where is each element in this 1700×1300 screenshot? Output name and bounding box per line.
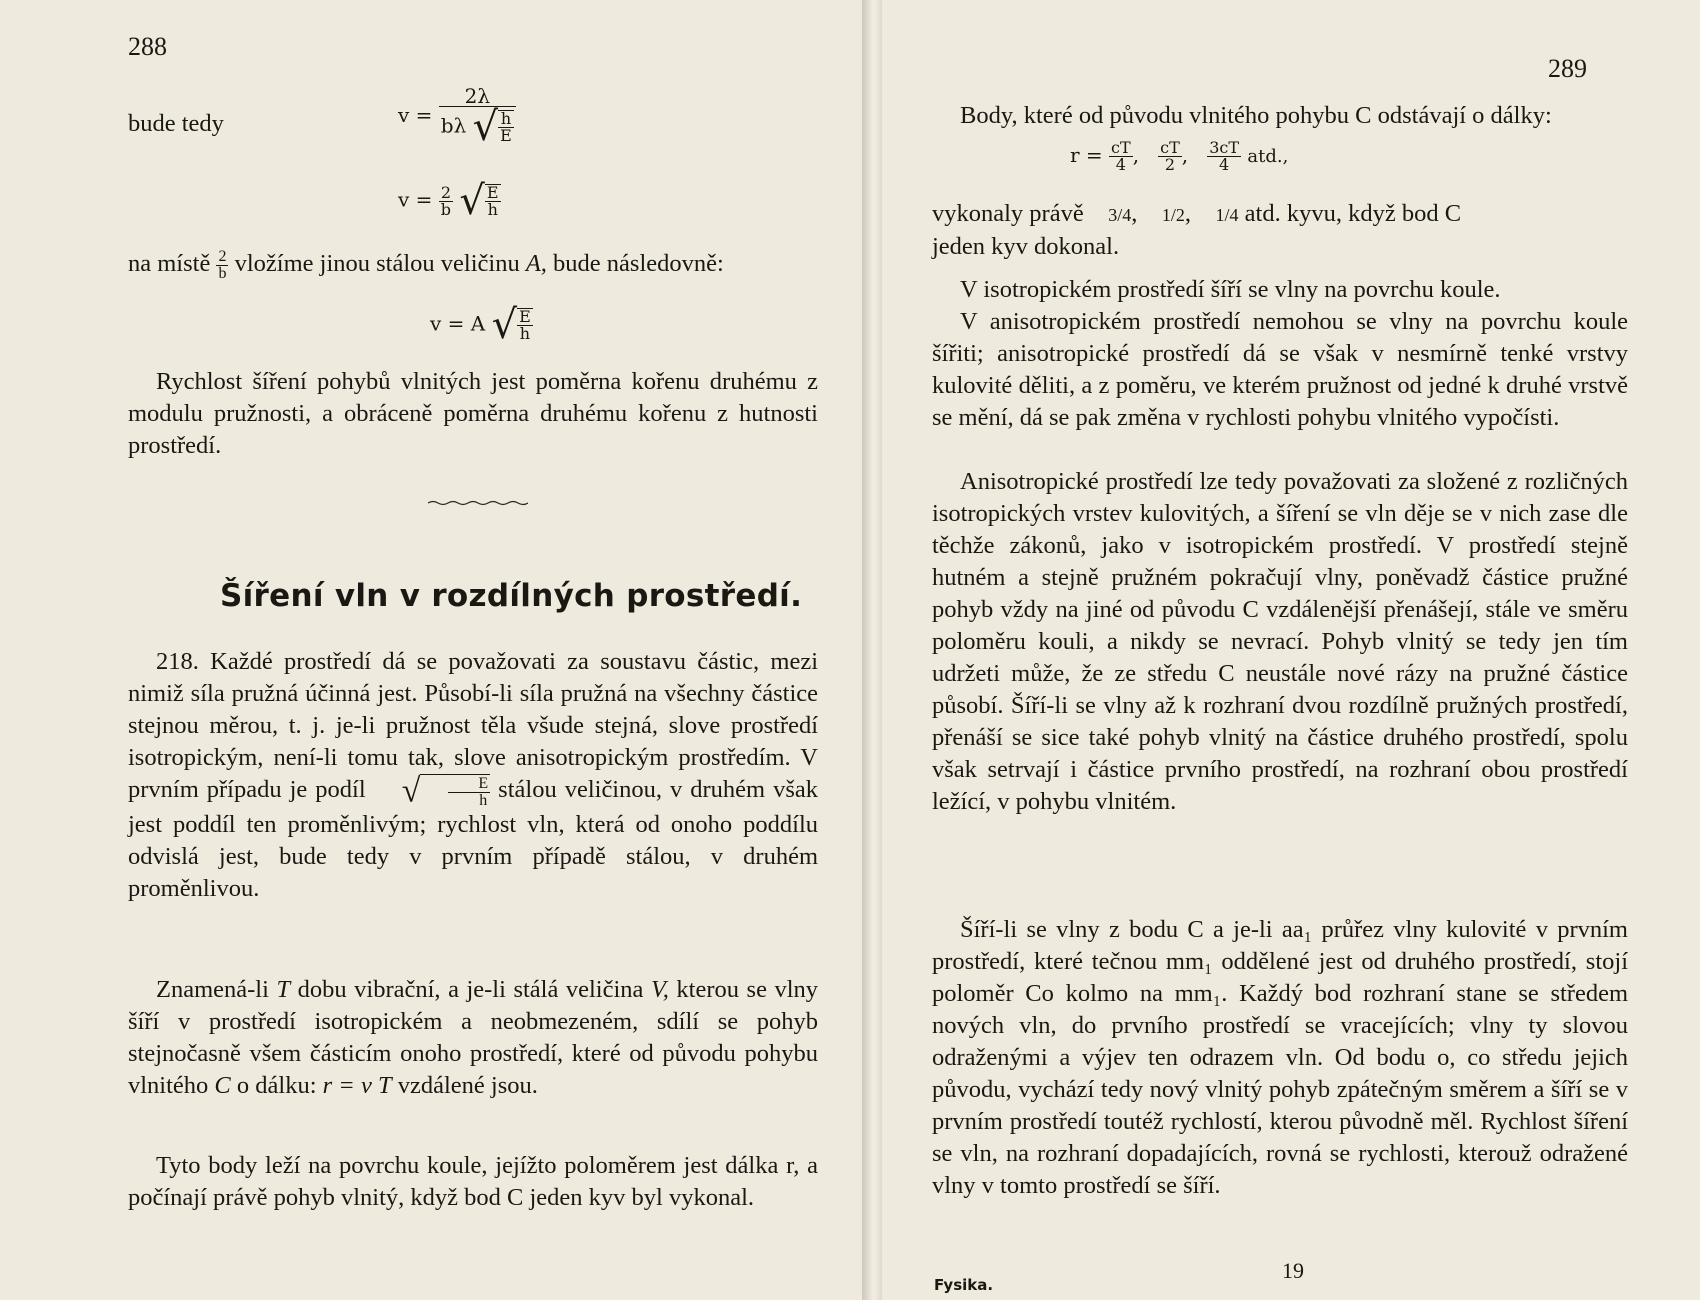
eq-r-f2n: cT [1160,138,1180,157]
eq3-inner-frac [517,309,533,342]
eq1-denominator [439,104,516,150]
na-miste-line [128,248,818,282]
eq2-fraction [439,182,453,219]
paragraph-znamena [128,974,818,1102]
eq2-den: b [440,199,452,219]
eq-r-f1d: 4 [1115,155,1126,174]
na-miste-end: bude následovně: [553,250,724,277]
eq3-sqrt-body [517,308,533,342]
eq1-sqrt-body [498,110,514,144]
na-miste-pre: na místě [128,250,211,277]
equation-2 [398,178,501,224]
paragraph-anisotropic-2: Anisotropické prostředí lze tedy považovati za složené z rozličných isotropických vrstev kulovitých, a šíření se vln děje se v nich zase dle těchže zákonů, jako v isotropickém prostředí. V prostředí stejně hutném a stejně pružném pokračují vlny, poněvadž částice pružné pohyb vždy na jiné od původu C vzdálenější přenášejí, stále ve směru poloměru kouli, a nikdy se nevrací. Pohyb vlnitý se tedy jen tím udržeti může, že ze středu C neustále nové rázy na pružné částice působí. Šíří-li se vlny až k rozhraní dvou rozdílně pružných prostředí, přenáší se sice také pohyb vlnitý na částice druhého prostředí, spolu však setrvají i částice prvního prostředí, na rozhraní obou prostředí ležící, v pohybu vlnitém. [932,468,1628,815]
paragraph-siri: Šíří-li se vlny z bodu C a je-li aa₁ průřez vlny kulovité v prvním prostředí, které tečnou mm₁ oddělené jest od druhého prostředí, stojí poloměr Co kolmo na mm₁. Každý bod rozhraní stane se středem nových vln, do prvního prostředí se vracejících; vlny ty slovou odraženými a výjev ten odrazem vln. Od bodu o, co středu jejich původu, vychází tedy nový vlnitý pohyb zpátečným směrem a šíří se v prvním prostředí toutéž rychlostí, kterou původně měl. Rychlost šíření se vln, na rozhraní dopadajících, rovná se rychlosti, kterouž odražené vlny v tomto prostředí se šíří. [932,916,1628,1199]
decorative-wavy-rule [428,500,528,506]
eq-r-frac-2 [1158,140,1182,173]
znamena-b: dobu vibrační, a je-li stálá veličina [297,976,644,1003]
znamena-eq: r = v T [322,1072,392,1099]
para218-sqrt [374,774,490,809]
znamena-d: o dálku: [236,1072,317,1099]
znamena-c: kterou se vlny šíří v prostředí isotropickém a neobmezeném, sdílí se pohyb stejnočasně všem částicím onoho prostředí, které od původu pohybu vlnitého [128,976,819,1099]
eq-r-f1n: cT [1111,138,1131,157]
paragraph-anisotropic: V anisotropickém prostředí nemohou se vlny na povrchu koule šířiti; anisotropické prostředí dá se však v nesmírně tenké vrstvy kulovité děliti, a z poměru, ve kterém pružnost od jedné k druhé vrstvě se mění, dá se pak změna v rychlosti pohybu vlnitého vypočísti. [932,308,1628,431]
eq2-inner-frac [485,185,501,218]
vykonaly-frac-2: 1/2 [1161,205,1185,225]
bude-tedy-text: bude tedy [128,110,224,137]
para218-text-b: stálou veličinou, v druhém však jest poddíl ten proměnlivým; rychlost vln, která od onoho poddílu odvislá jest, bude tedy v prvním případě stálou, v druhém proměnlivou. [128,776,819,902]
para218-frac [448,776,490,809]
eq-r-f3d: 4 [1219,155,1230,174]
eq1-fraction [439,84,516,150]
signature-number: 19 [1282,1258,1304,1283]
eq1-den-pre: bλ [440,113,467,138]
radical-sign: √ [491,302,518,348]
radical-sign: √ [459,178,485,224]
eq-r-atd: atd., [1247,146,1289,167]
eq1-sqrt [472,104,514,150]
page-number-left: 288 [128,32,167,61]
na-miste-frac-den: b [218,264,227,282]
line-vykonaly: vykonaly právě 3/4, 1/2, 1/4 atd. kyvu, když bod C jeden kyv dokonal. [932,200,1462,260]
right-page [882,0,1700,1300]
vykonaly-b: atd. kyvu, když bod C [1244,200,1462,227]
znamena-e: vzdálené jsou. [397,1072,538,1099]
znamena-C: C [214,1072,231,1099]
vykonaly-frac-3: 1/4 [1215,205,1239,225]
na-miste-A: A, [525,250,547,277]
vykonaly-frac-1: 3/4 [1108,205,1132,225]
eq2-inner-den: h [487,200,498,219]
line-body: Body, které od původu vlnitého pohybu C odstávají o dálky: [960,102,1552,129]
znamena-V: V, [650,976,669,1003]
znamena-a: Znamená-li [156,976,269,1003]
eq1-inner-frac [498,111,514,144]
eq1-inner-num: h [498,111,514,128]
eq2-sqrt [459,178,500,224]
eq1-numerator: 2λ [439,86,516,107]
eq-r-lhs: r = [1070,143,1103,167]
section-heading: Šíření vln v rozdílných prostředí. [220,578,803,614]
para218-text-a: 218. Každé prostředí dá se považovati za soustavu částic, mezi nimiž síla pružná účinná jest. Působí-li síla pružná na všechny částice stejnou měrou, t. j. je-li pružnost těla všude stejná, slove prostředí isotropickým, není-li tomu tak, slove anisotropickým prostředím. V prvním případu je podíl [128,648,818,804]
eq-r-f3n: 3cT [1209,138,1240,157]
eq1-inner-den: E [500,126,512,145]
na-miste-post: vložíme jinou stálou veličinu [234,250,520,277]
eq3-sqrt [492,302,533,348]
vykonaly-c: jeden kyv dokonal. [932,233,1120,260]
eq2-sqrt-body [485,184,501,218]
radical-sign: √ [472,104,499,150]
na-miste-frac-num: 2 [218,247,227,265]
equation-3 [430,302,533,348]
page-number-right: 289 [1548,54,1587,83]
eq2-num: 2 [439,185,453,202]
na-miste-frac [216,249,228,282]
paragraph-218 [128,646,818,905]
eq1-lhs: v = [398,103,433,127]
eq3-inner-den: h [519,324,531,343]
eq3-lhs: v = A [430,311,486,336]
paragraph-isotropic: V isotropickém prostředí šíří se vlny na povrchu koule. [960,276,1501,303]
eq2-lhs: v = [398,187,433,212]
eq-r-f2d: 2 [1164,155,1176,174]
radical-sign: √ [401,772,421,810]
vykonaly-a: vykonaly právě [932,200,1084,227]
para218-sqrt-body [420,774,490,809]
eq-r-frac-3 [1207,140,1241,173]
equation-r: r = $\frac{cT}{4}$ , $\frac{cT}{2}$ , $\frac{3cT}{4}$ atd., [1070,138,1289,174]
eq2-inner-num: E [486,183,499,202]
eq3-inner-num: E [519,307,531,326]
para218-frac-top: E [448,776,490,793]
paragraph-tyto: Tyto body leží na povrchu koule, jejížto poloměrem jest dálka r, a počínají právě pohyb vlnitý, když bod C jeden kyv byl vykonal. [128,1152,818,1211]
para218-frac-bot: h [479,791,488,809]
footer-signature: Fysika. [934,1276,994,1294]
equation-1 [398,84,516,150]
eq-r-frac-1 [1109,140,1133,173]
paragraph-rychlost: Rychlost šíření pohybů vlnitých jest poměrna kořenu druhému z modulu pružnosti, a obráceně poměrna druhému kořenu z hutnosti prostředí. [128,368,818,459]
znamena-T: T [276,976,291,1003]
